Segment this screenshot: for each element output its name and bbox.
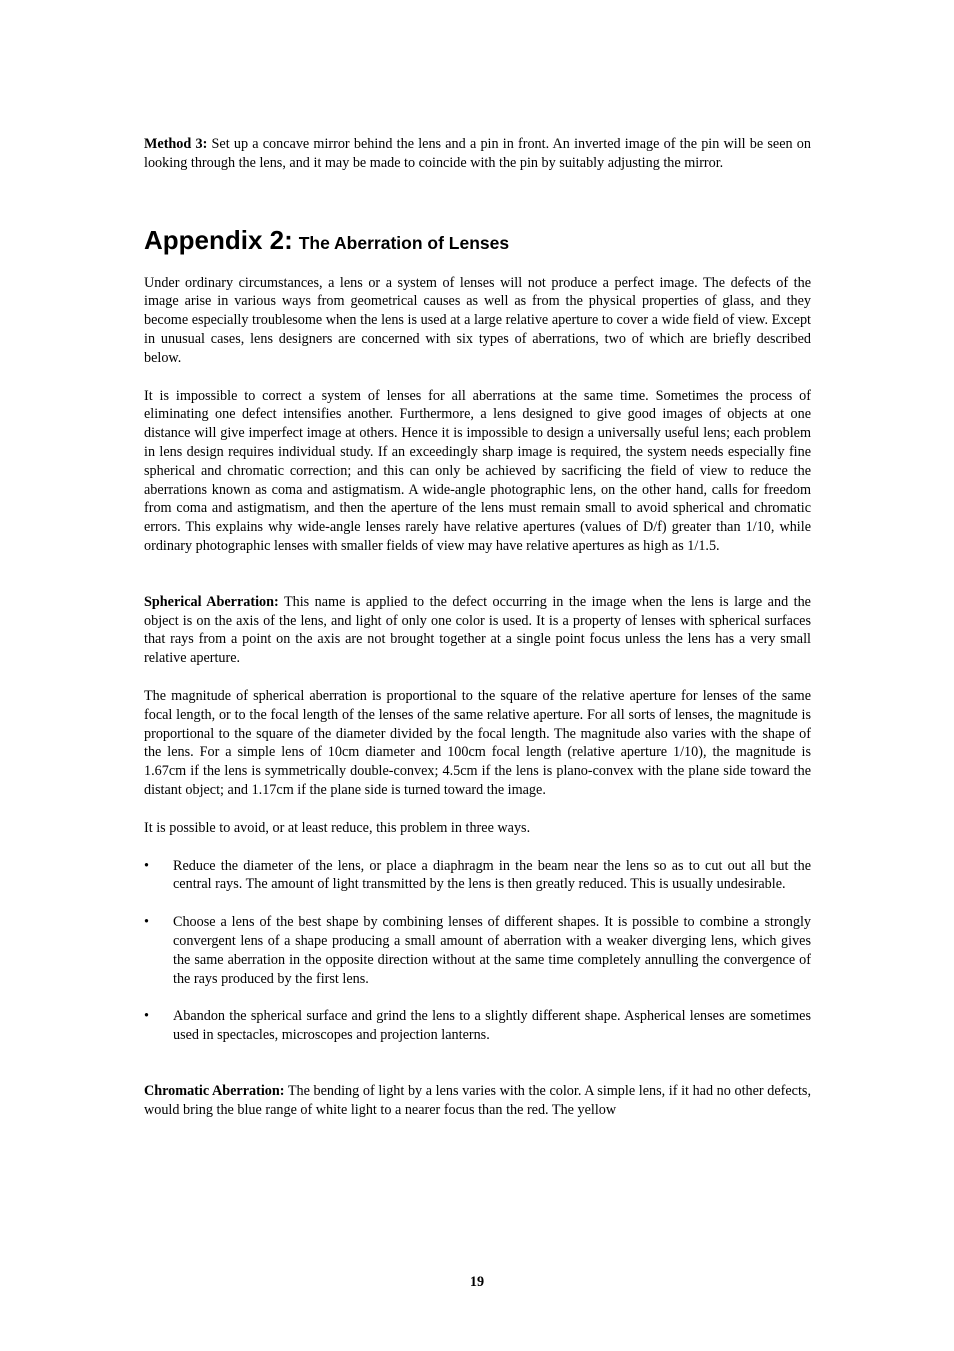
list-item-text: Reduce the diameter of the lens, or place a diaphragm in the beam near the lens so as to cut out all but the central rays. The amount of light transmitted by the lens is then greatly reduced. This is usually undesirable. (173, 857, 811, 893)
spherical-text: This name is applied to the defect occurring in the image when the lens is large and the object is on the axis of the lens, and light of only one color is used. It is a property of lenses with spherical surfaces that rays from a point on the axis are not brought together at a single point focus unless the lens has a very small relative aperture. (144, 593, 811, 667)
chromatic-paragraph (144, 1082, 811, 1120)
method3-paragraph (144, 135, 811, 173)
page-number: 19 (469, 1274, 485, 1290)
method3-label: Method 3: (144, 136, 208, 152)
page-content (144, 135, 811, 1119)
spherical-paragraph-3: It is possible to avoid, or at least reduce, this problem in three ways. (144, 819, 531, 836)
list-item-text: Choose a lens of the best shape by combining lenses of different shapes. It is possible to combine a strongly convergent lens of a shape producing a small amount of aberration with a weaker diverging lens, which gives the same aberration in the opposite direction without at the same time completely annulling the convergence of the rays produced by the first lens. (173, 914, 811, 987)
bullet-icon: • (144, 914, 149, 931)
appendix-paragraph-1: Under ordinary circumstances, a lens or a system of lenses will not produce a perfect image. The defects of the image arise in various ways from geometrical causes as well as from the physical properties of glass, and they become especially troublesome when the lens is used at a large relative aperture to cover a wide field of view. Except in unusual cases, lens designers are concerned with six types of aberrations, two of which are briefly described below. (144, 274, 811, 366)
list-item (144, 913, 811, 988)
appendix-heading-sub: The Aberration of Lenses (298, 232, 510, 253)
appendix-paragraph-2: It is impossible to correct a system of lenses for all aberrations at the same time. Sometimes the process of eliminating one defect intensifies another. Furthermore, a lens designed to give good images of objects at one distance will give imperfect image at others. Hence it is impossible to design a universally useful lens; each problem in lens design requires individual study. If an exceedingly sharp image is required, the system needs especially fine spherical and chromatic correction; and this can only be achieved by sacrificing the field of view to reduce the aberrations known as coma and astigmatism. A wide-angle photographic lens, on the other hand, calls for freedom from coma and astigmatism, and then the aperture of the lens must remain small to avoid spherical and chromatic errors. This explains why wide-angle lenses rarely have relative apertures (values of D/f) greater than 1/10, while ordinary photographic lenses with smaller fields of view may have relative apertures as high as 1/1.5. (144, 387, 811, 554)
list-item (144, 1007, 811, 1045)
chromatic-label: Chromatic Aberration: (144, 1082, 285, 1099)
spherical-label: Spherical Aberration: (144, 593, 279, 610)
chromatic-text: The bending of light by a lens varies with the color. A simple lens, if it had no other defects, would bring the blue range of white light to a nearer focus than the red. The yellow (144, 1082, 811, 1118)
method3-text: Set up a concave mirror behind the lens and a pin in front. An inverted image of the pin will be seen on looking through the lens, and it may be made to coincide with the pin by suitably adjusting the mirror. (144, 136, 811, 171)
spherical-bullet-list (144, 857, 811, 1045)
bullet-icon: • (144, 857, 149, 874)
list-item (144, 857, 811, 895)
list-item-text: Abandon the spherical surface and grind the lens to a slightly different shape. Aspherical lenses are sometimes used in spectacles, microscopes and projection lanterns. (173, 1008, 811, 1044)
spherical-paragraph-2: The magnitude of spherical aberration is proportional to the square of the relative aperture for lenses of the same focal length, or to the focal length of the lenses of the same relative aperture. For all sorts of lenses, the magnitude is proportional to the square of the diameter divided by the focal length. The magnitude also varies with the shape of the lens. For a simple lens of 10cm diameter and 100cm focal length (relative aperture 1/10), the magnitude is 1.67cm if the lens is symmetrically double-convex; 4.5cm if the lens is plano-convex with the plane side toward the distant object; and 1.17cm if the plane side is turned toward the image. (144, 687, 811, 798)
spherical-paragraph-1 (144, 593, 811, 668)
bullet-icon: • (144, 1008, 149, 1025)
appendix-heading (144, 225, 811, 258)
appendix-heading-main: Appendix 2: (144, 224, 293, 255)
